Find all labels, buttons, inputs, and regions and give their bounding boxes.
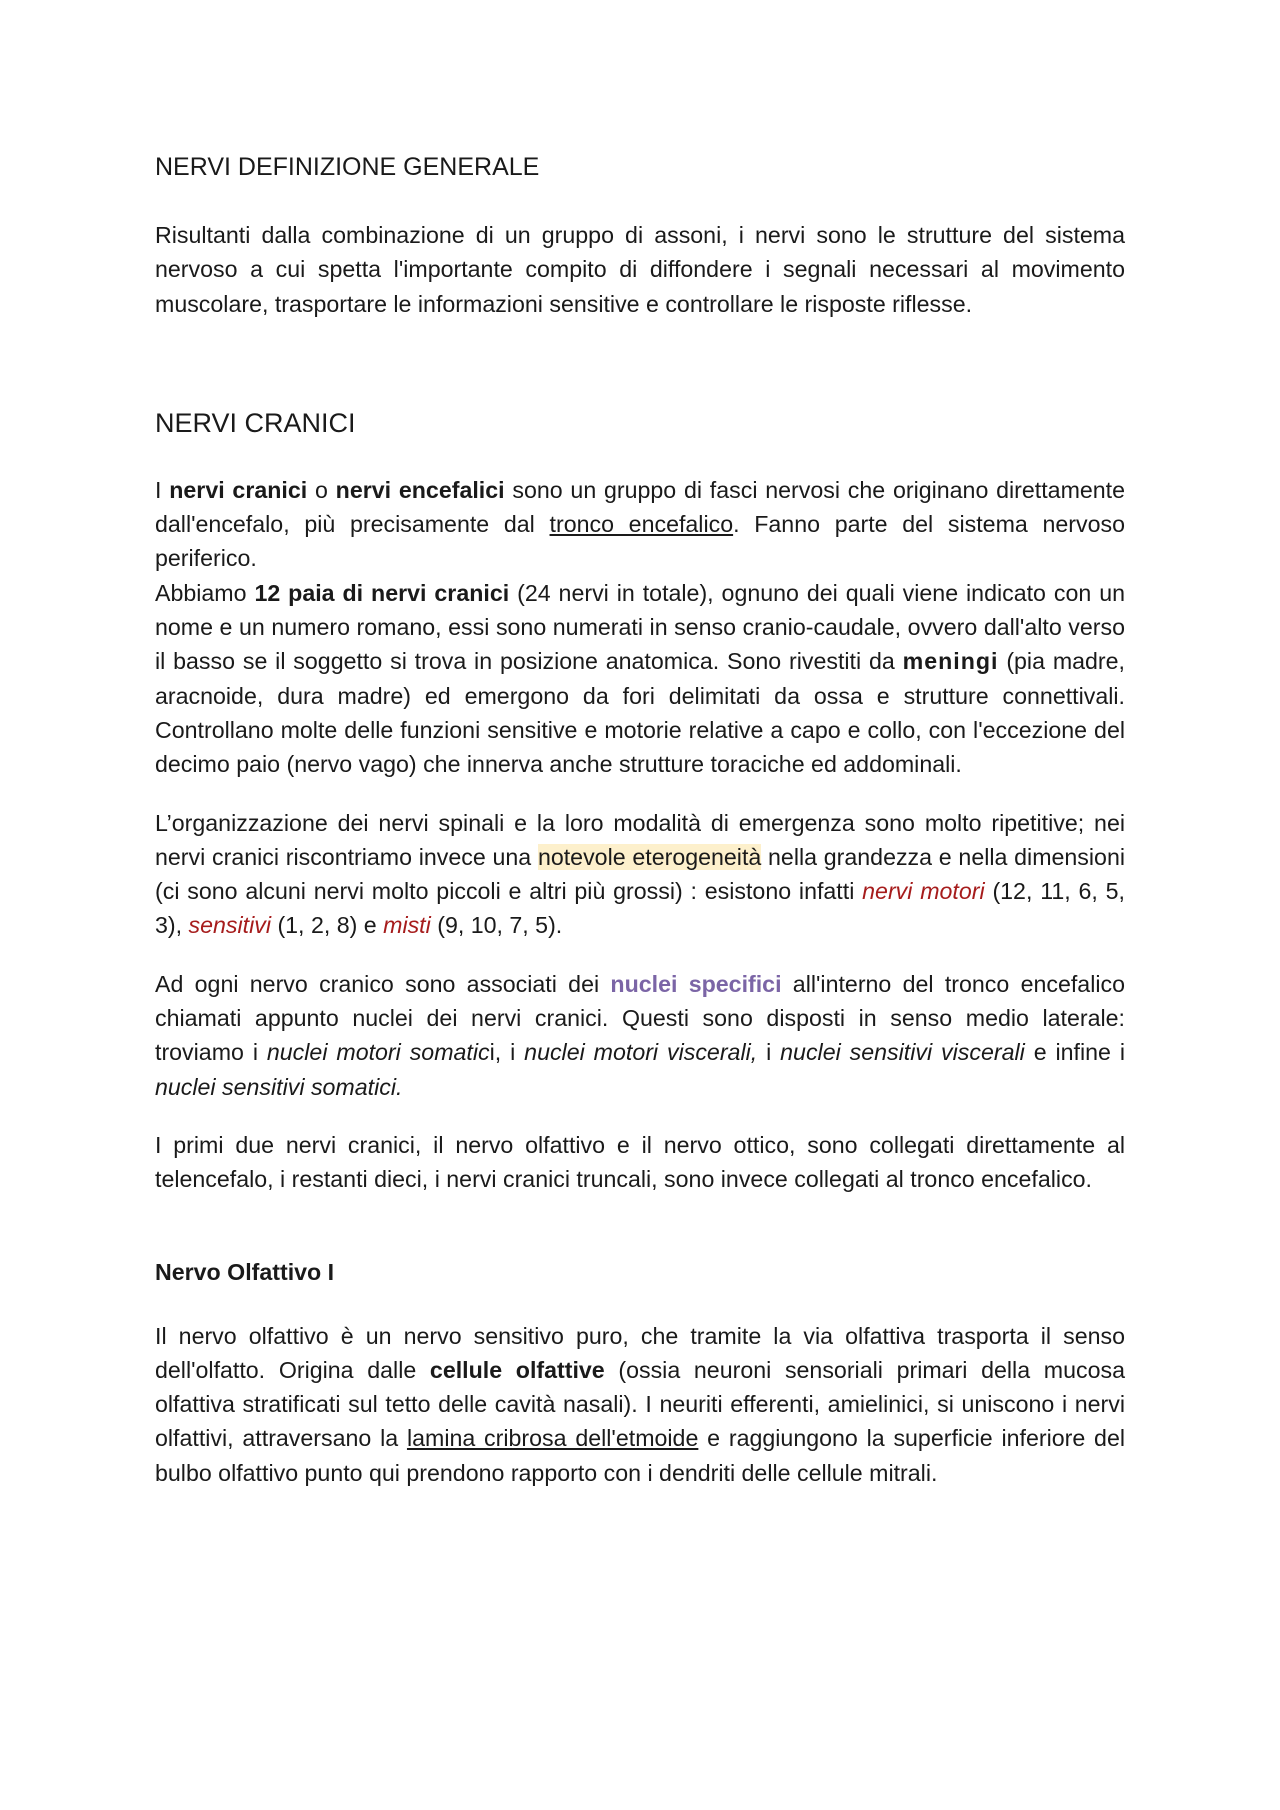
red-italic-term: nervi motori	[862, 878, 985, 905]
text-run: I	[155, 476, 170, 503]
red-italic-term: misti	[383, 912, 431, 939]
text-run: Ad ogni nervo cranico sono associati dei	[155, 970, 611, 997]
colored-term: nuclei specifici	[610, 970, 782, 997]
text-run: all'interno del tronco encefalico chiamati appunto nuclei dei nervi cranici. Questi sono disposti in senso medio laterale: troviamo i	[155, 970, 1125, 1066]
text-run: (24 nervi in totale), ognuno dei quali viene indicato con un nome e un numero romano, essi sono numerati in senso cranio-caudale, ovvero dall'alto verso il basso se il soggetto si trova in posizione anatomica. Sono rivestiti da	[155, 579, 1125, 675]
bold-term: nervi cranici	[169, 476, 308, 503]
section-title-olfattivo: Nervo Olfattivo I	[155, 1258, 335, 1285]
paragraph-olfattivo	[155, 1319, 1125, 1490]
text-run: (pia madre, aracnoide, dura madre) ed emergono da fori delimitati da ossa e strutture connettivali. Controllano molte delle funzioni sensitive e motorie relative a capo e collo, con l'eccezione del decimo paio (nervo vago) che innerva anche strutture toraciche ed addominali.	[155, 648, 1125, 778]
paragraph-primi-due: I primi due nervi cranici, il nervo olfattivo e il nervo ottico, sono collegati direttamente al telencefalo, i restanti dieci, i nervi cranici truncali, sono invece collegati al tronco encefalico.	[155, 1131, 1125, 1193]
text-run: i, i	[489, 1039, 525, 1066]
bold-term: meningi	[902, 648, 999, 675]
italic-term: nuclei sensitivi somatici.	[155, 1073, 403, 1100]
text-run: e raggiungono la superficie inferiore del bulbo olfattivo punto qui prendono rapporto con i dendriti delle cellule mitrali.	[155, 1425, 1125, 1486]
bold-term: cellule olfattive	[429, 1356, 605, 1383]
text-run: Il nervo olfattivo è un nervo sensitivo puro, che tramite la via olfattiva trasporta il senso dell'olfatto. Origina dalle	[155, 1322, 1125, 1383]
text-run: L’organizzazione dei nervi spinali e la loro modalità di emergenza sono molto ripetitive; nei nervi cranici riscontriamo invece una	[155, 809, 1125, 870]
text-run: sono un gruppo di fasci nervosi che originano direttamente dall'encefalo, più precisamente dal	[155, 476, 1126, 538]
text-run: (ossia neuroni sensoriali primari della mucosa olfattiva stratificati sul tetto delle cavità nasali). I neuriti efferenti, amielinici, si uniscono i nervi olfattivi, attraversano la	[155, 1356, 1125, 1452]
bold-term: nervi encefalici	[335, 476, 505, 503]
text-run: nella grandezza e nella dimensioni (ci sono alcuni nervi molto piccoli e altri più grossi) : esistono infatti	[155, 843, 1125, 905]
text-run: (9, 10, 7, 5).	[430, 912, 563, 939]
paragraph-nervi-cranici-intro	[155, 473, 1125, 576]
paragraph-definizione: Risultanti dalla combinazione di un gruppo di assoni, i nervi sono le strutture del sistema nervoso a cui spetta l'importante compito di diffondere i segnali necessari al movimento muscolare, trasportare le informazioni sensitive e controllare le risposte riflesse.	[155, 222, 1125, 317]
italic-term: nuclei sensitivi viscerali	[780, 1039, 1025, 1066]
text-run: (1, 2, 8) e	[271, 912, 384, 939]
highlighted-term: notevole eterogeneità	[537, 843, 762, 870]
underlined-term: tronco encefalico	[549, 511, 734, 538]
section-title-nervi-cranici: NERVI CRANICI	[155, 407, 356, 438]
italic-term: nuclei motori viscerali,	[524, 1039, 758, 1066]
text-run: Abbiamo	[155, 579, 255, 606]
red-italic-term: sensitivi	[188, 912, 271, 939]
paragraph-nuclei	[155, 967, 1125, 1104]
italic-term: nuclei motori somatic	[266, 1039, 490, 1066]
text-run: (12, 11, 6, 5, 3),	[155, 878, 1125, 939]
underlined-term: lamina cribrosa dell'etmoide	[406, 1425, 699, 1452]
paragraph-organizzazione	[155, 806, 1125, 943]
text-run: . Fanno parte del sistema nervoso periferico.	[155, 511, 1125, 572]
text-run: o	[307, 476, 336, 503]
text-run: e infine i	[1024, 1039, 1125, 1066]
paragraph-12-paia	[155, 576, 1125, 782]
bold-term: 12 paia di nervi cranici	[254, 579, 510, 606]
document-content	[155, 150, 1125, 1490]
section-title-definizione: NERVI DEFINIZIONE GENERALE	[155, 153, 540, 181]
text-run: i	[757, 1039, 781, 1066]
